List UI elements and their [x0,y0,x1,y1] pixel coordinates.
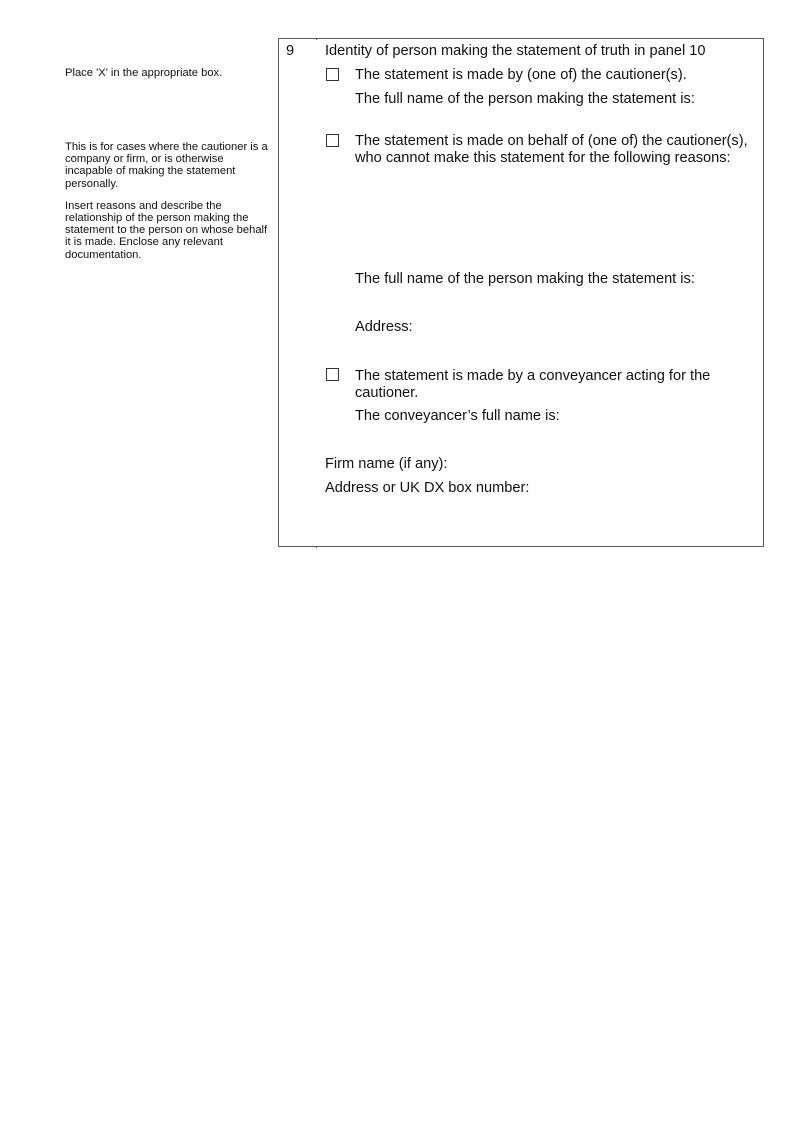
panel-divider-top [316,38,317,40]
option-on-behalf-address-label: Address: [355,319,413,335]
cases-note-text: This is for cases where the cautioner is a company or firm, or is otherwise incapable of making the statement personally. [65,141,268,190]
panel-title: Identity of person making the statement of truth in panel 10 [325,43,706,59]
option-by-cautioner-full-name-label: The full name of the person making the statement is: [355,91,695,107]
option-by-cautioner-label: The statement is made by (one of) the cautioner(s). [355,67,687,83]
panel-number: 9 [286,43,295,59]
option-by-conveyancer-label: The statement is made by a conveyancer acting for the cautioner. [355,368,711,401]
reasons-note-text: Insert reasons and describe the relationship of the person making the statement to the person on whose behalf it is made. Enclose any relevant documentation. [65,199,268,261]
option-on-behalf-label: The statement is made on behalf of (one of) the cautioner(s), who cannot make this statement for the following reasons: [355,133,748,166]
checkbox-by-cautioner[interactable] [326,68,339,81]
option-on-behalf-full-name-label: The full name of the person making the statement is: [355,271,695,287]
checkbox-on-behalf-of-cautioner[interactable] [326,134,339,147]
panel-divider-bottom [316,546,317,548]
conveyancer-full-name-label: The conveyancer’s full name is: [355,408,560,424]
place-x-note-text: Place 'X' in the appropriate box. [65,67,223,79]
checkbox-by-conveyancer[interactable] [326,368,339,381]
place-x-note [65,67,270,89]
firm-name-label: Firm name (if any): [325,456,448,472]
address-dx-label: Address or UK DX box number: [325,480,530,496]
guidance-notes [65,141,270,271]
